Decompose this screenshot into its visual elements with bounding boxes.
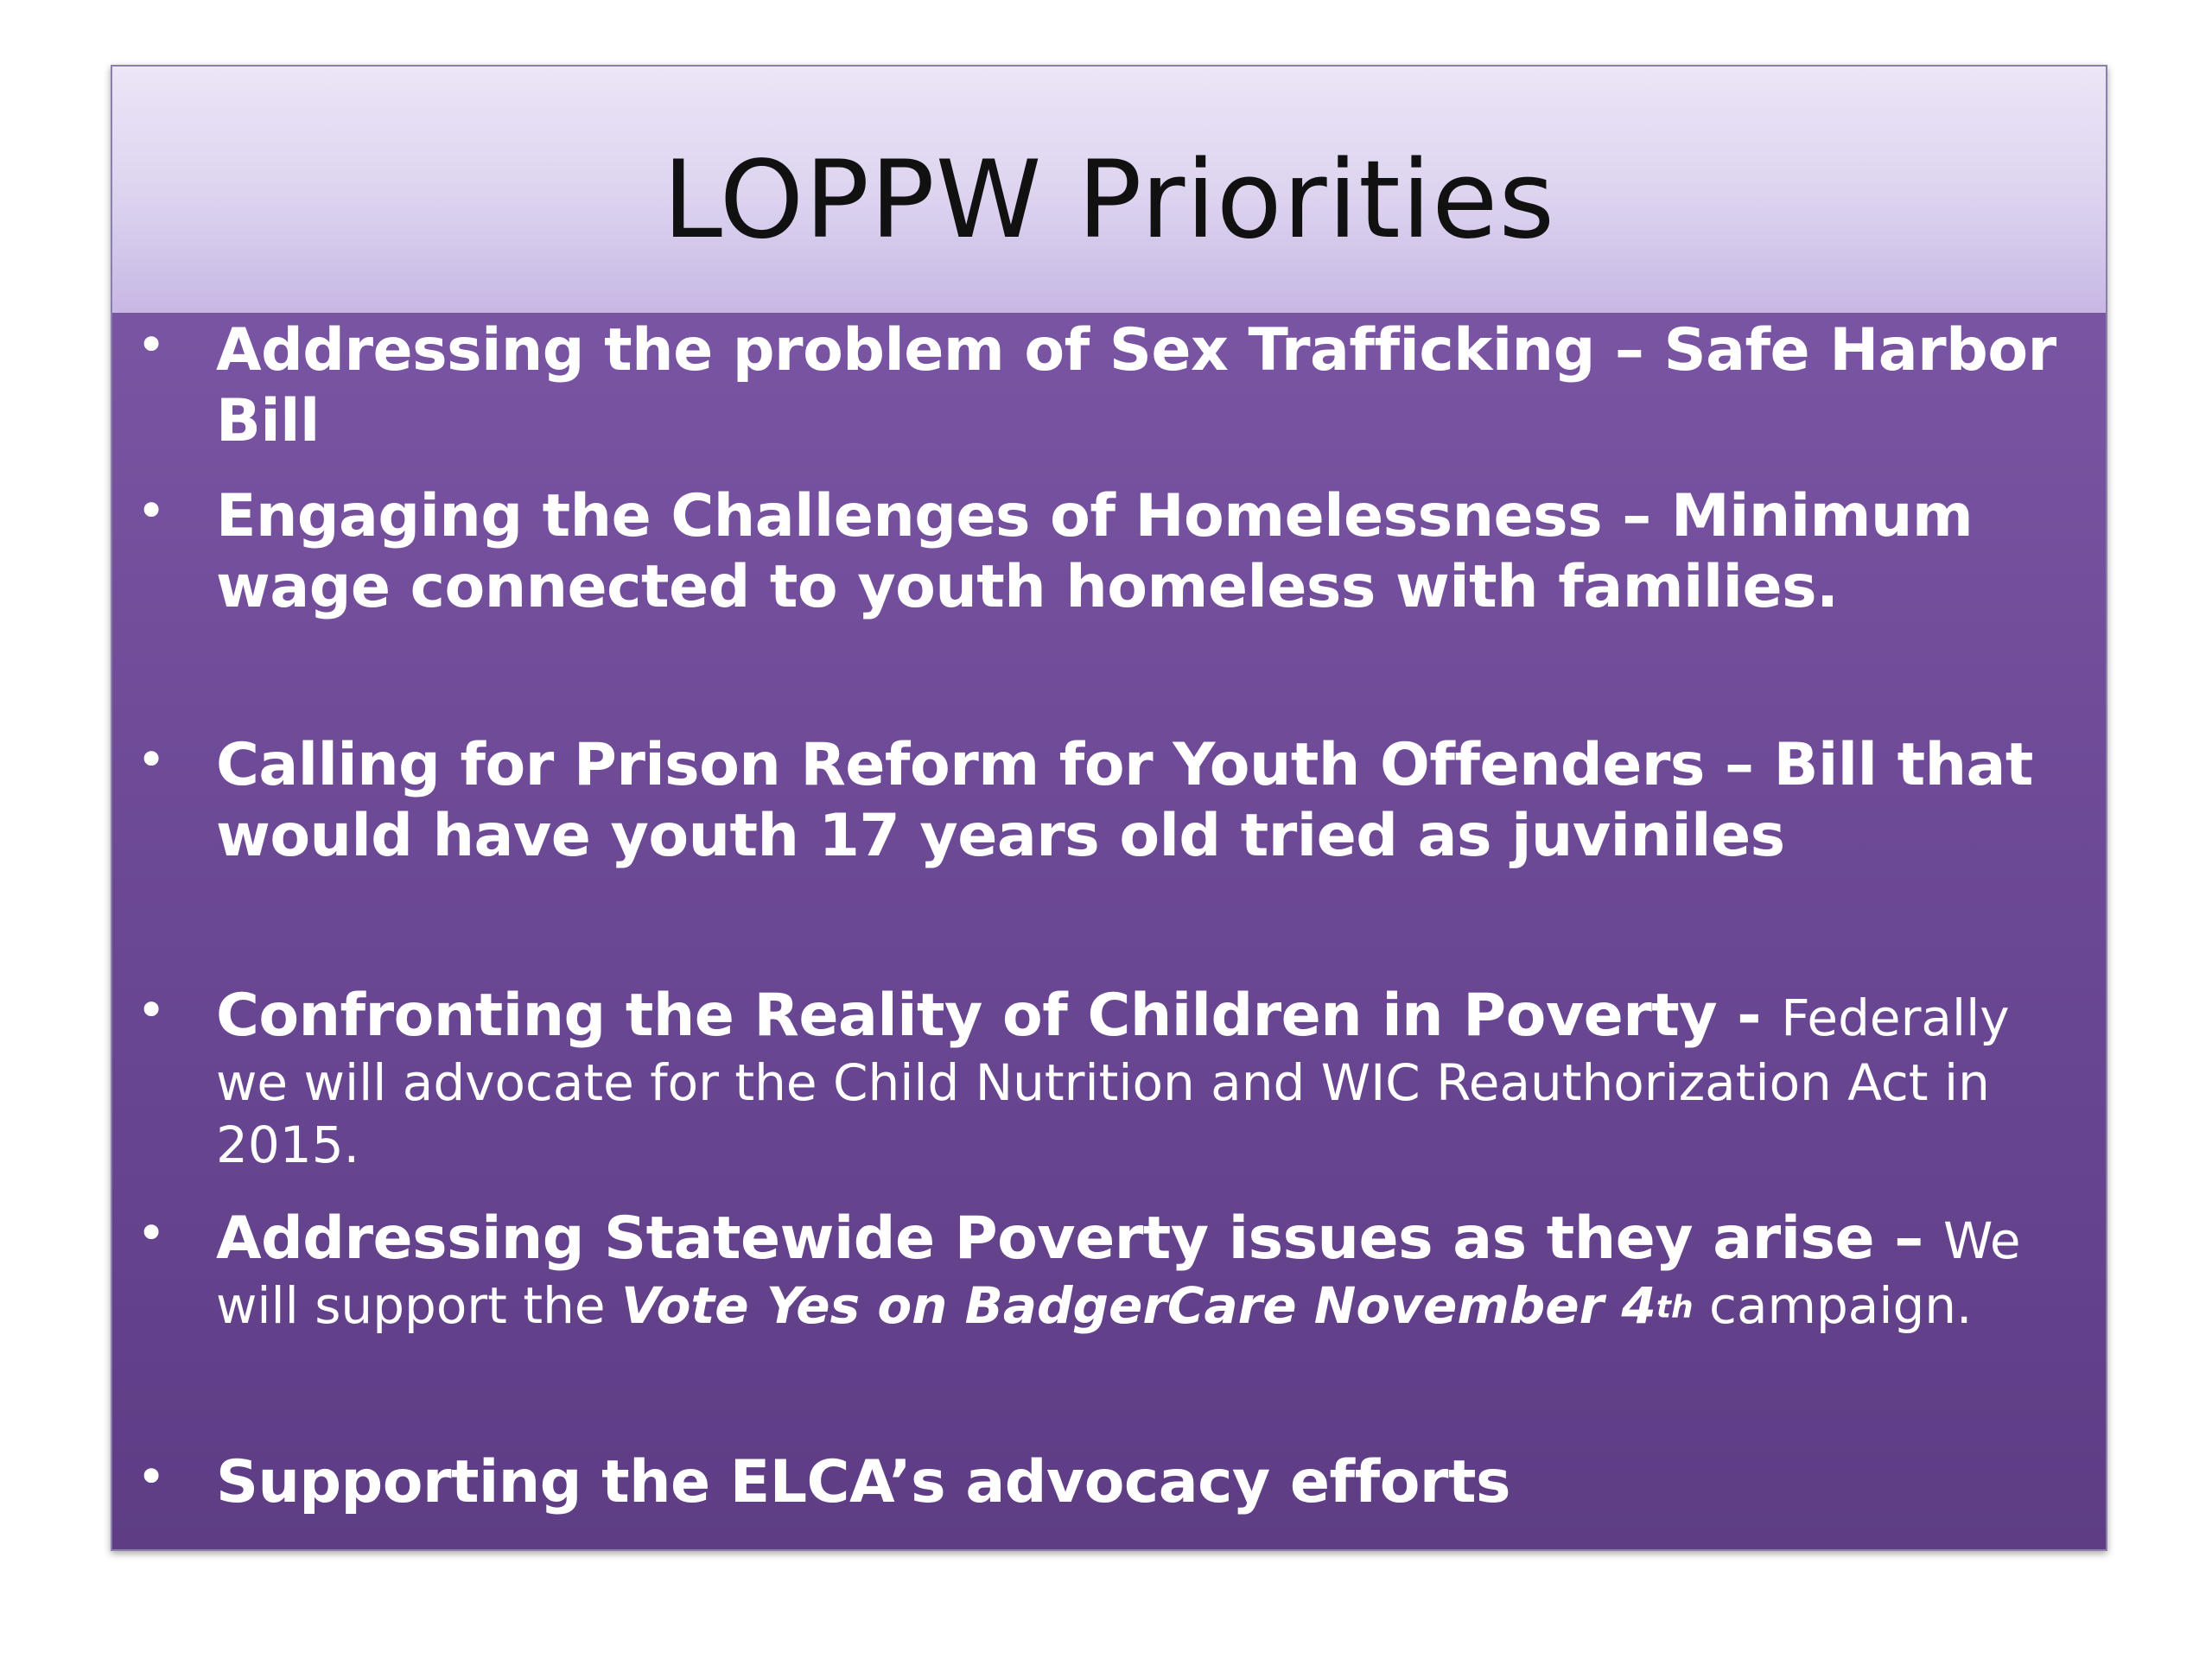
list-item [137, 315, 2080, 457]
list-item [137, 481, 2080, 623]
list-item [137, 1204, 2080, 1337]
slide [111, 65, 2107, 1551]
bullet-text-normal: campaign. [1693, 1276, 1973, 1335]
bullet-icon: • [137, 1447, 167, 1506]
bullet-text-bold: Confronting the Reality of Children in Poverty - [216, 982, 1782, 1050]
bullet-text-bold: Addressing Statewide Poverty issues as they arise – [216, 1205, 1943, 1273]
bullet-text-bold: Calling for Prison Reform for Youth Offenders – Bill that would have youth 17 years old tried as juviniles [216, 731, 2033, 870]
bullet-text-normal: We will support the [216, 1211, 2021, 1335]
bullet-text-italic: Vote Yes on BadgerCare November 4 [620, 1276, 1656, 1335]
bullet-icon: • [137, 481, 167, 540]
bullet-list [112, 67, 2106, 1549]
bullet-text-superscript: th [1656, 1289, 1694, 1325]
slide-title: LOPPW Priorities [662, 137, 1556, 263]
bullet-text-bold: Addressing the problem of Sex Trafficking – Safe Harbor Bill [216, 316, 2056, 455]
bullet-icon: • [137, 730, 167, 789]
bullet-text-bold: Supporting the ELCA’s advocacy efforts [216, 1448, 1510, 1516]
bullet-text-bold: Engaging the Challenges of Homelessness – Minimum wage connected to youth homeless with families. [216, 482, 1974, 621]
bullet-icon: • [137, 315, 167, 374]
list-item [137, 1447, 2080, 1518]
list-item [137, 981, 2080, 1176]
bullet-icon: • [137, 1204, 167, 1262]
bullet-text-normal: Federally we will advocate for the Child Nutrition and WIC Reauthorization Act in 2015. [216, 988, 2010, 1174]
list-item [137, 730, 2080, 872]
bullet-icon: • [137, 981, 167, 1039]
